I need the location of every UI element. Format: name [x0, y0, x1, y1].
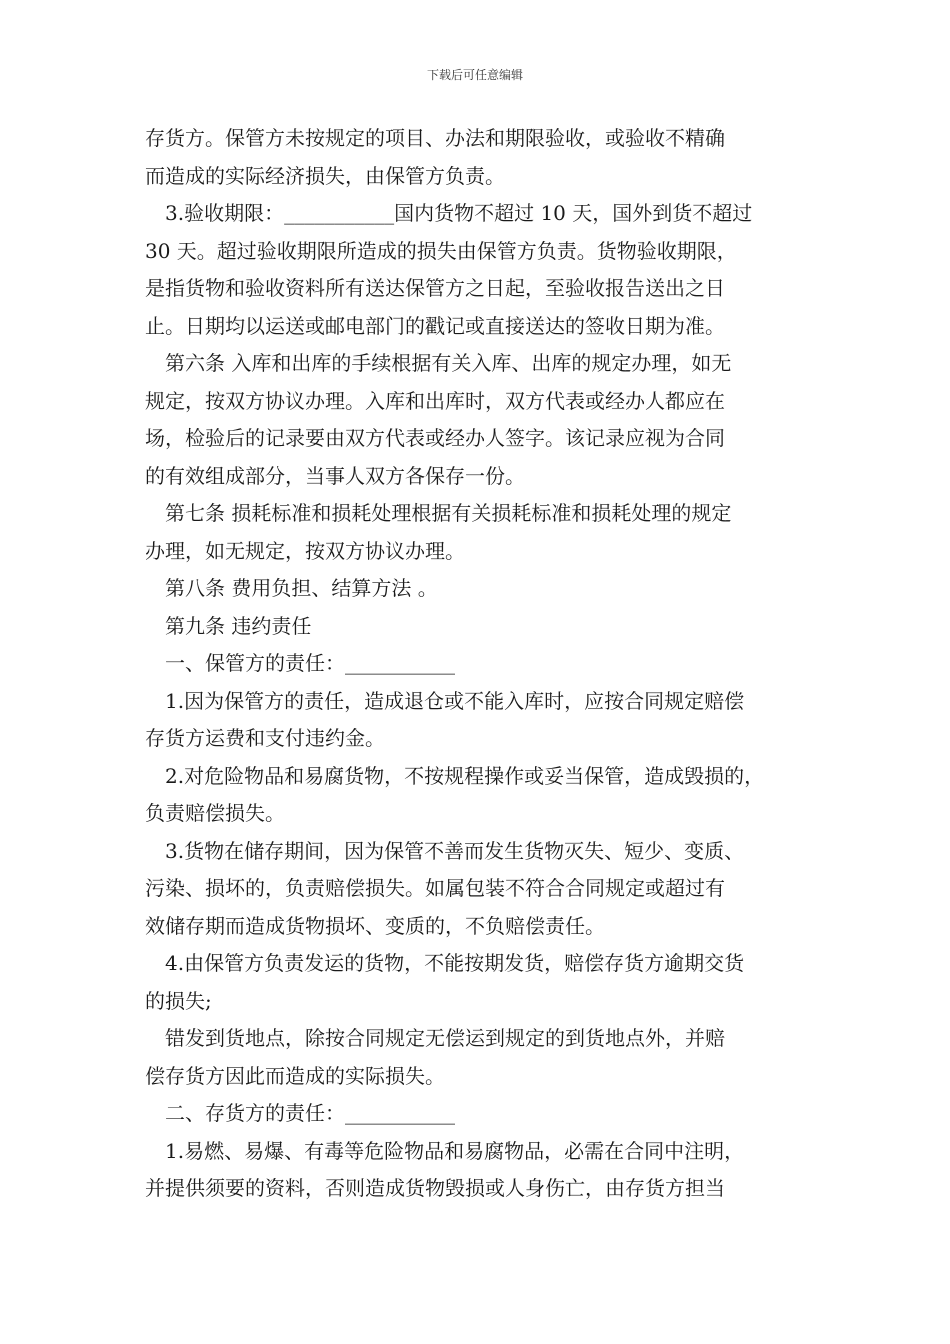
text-line: 第八条 费用负担、结算方法 。 — [165, 576, 438, 600]
text-line: 而造成的实际经济损失，由保管方负责。 — [145, 163, 505, 188]
paragraph — [145, 1020, 810, 1095]
paragraph — [145, 495, 810, 570]
text-line: 效储存期而造成货物损坏、变质的，不负赔偿责任。 — [145, 913, 605, 938]
paragraph — [145, 345, 810, 495]
paragraph — [145, 833, 810, 946]
text-line: 办理，如无规定，按双方协议办理。 — [145, 538, 465, 563]
paragraph — [145, 120, 810, 195]
page-header: 下载后可任意编辑 — [426, 68, 523, 82]
paragraph — [145, 1095, 810, 1133]
text-line: 一、保管方的责任：___________ — [165, 651, 455, 675]
paragraph — [145, 195, 810, 345]
paragraph — [145, 683, 810, 758]
text-line: 存货方运费和支付违约金。 — [145, 726, 385, 750]
text-line: 3.验收期限：___________国内货物不超过 10 天，国外到货不超过 — [165, 201, 753, 225]
text-line: 第九条 违约责任 — [165, 613, 312, 638]
text-line: 偿存货方因此而造成的实际损失。 — [145, 1063, 445, 1088]
text-line: 止。日期均以运送或邮电部门的戳记或直接送达的签收日期为准。 — [145, 313, 725, 338]
paragraph — [145, 608, 810, 646]
paragraph — [145, 645, 810, 683]
text-line: 是指货物和验收资料所有送达保管方之日起，至验收报告送出之日 — [145, 276, 725, 300]
text-line: 并提供须要的资料，否则造成货物毁损或人身伤亡，由存货方担当 — [145, 1176, 725, 1200]
paragraph — [145, 945, 810, 1020]
text-line: 第七条 损耗标准和损耗处理根据有关损耗标准和损耗处理的规定 — [165, 501, 732, 525]
paragraph — [145, 570, 810, 608]
text-line: 的有效组成部分，当事人双方各保存一份。 — [145, 463, 525, 488]
paragraph — [145, 758, 810, 833]
text-line: 4.由保管方负责发运的货物，不能按期发货，赔偿存货方逾期交货 — [165, 951, 745, 975]
text-line: 2.对危险物品和易腐货物，不按规程操作或妥当保管，造成毁损的， — [165, 763, 765, 788]
text-line: 二、存货方的责任：___________ — [165, 1101, 455, 1125]
text-line: 错发到货地点，除按合同规定无偿运到规定的到货地点外，并赔 — [165, 1026, 725, 1050]
text-line: 存货方。保管方未按规定的项目、办法和期限验收，或验收不精确 — [145, 126, 725, 150]
text-line: 负责赔偿损失。 — [145, 801, 285, 825]
text-line: 1.因为保管方的责任，造成退仓或不能入库时，应按合同规定赔偿 — [165, 688, 745, 713]
text-line: 场，检验后的记录要由双方代表或经办人签字。该记录应视为合同 — [145, 426, 725, 450]
text-line: 污染、损坏的，负责赔偿损失。如属包装不符合合同规定或超过有 — [145, 876, 725, 900]
text-line: 的损失; — [145, 988, 212, 1013]
text-line: 规定，按双方协议办理。入库和出库时，双方代表或经办人都应在 — [145, 388, 725, 413]
text-line: 1.易燃、易爆、有毒等危险物品和易腐物品，必需在合同中注明， — [165, 1138, 745, 1163]
text-line: 3.货物在储存期间，因为保管不善而发生货物灭失、短少、变质、 — [165, 838, 745, 863]
text-line: 30 天。超过验收期限所造成的损失由保管方负责。货物验收期限， — [145, 238, 737, 263]
text-line: 第六条 入库和出库的手续根据有关入库、出库的规定办理，如无 — [165, 351, 732, 375]
document-body — [145, 120, 810, 1208]
paragraph — [145, 1133, 810, 1208]
